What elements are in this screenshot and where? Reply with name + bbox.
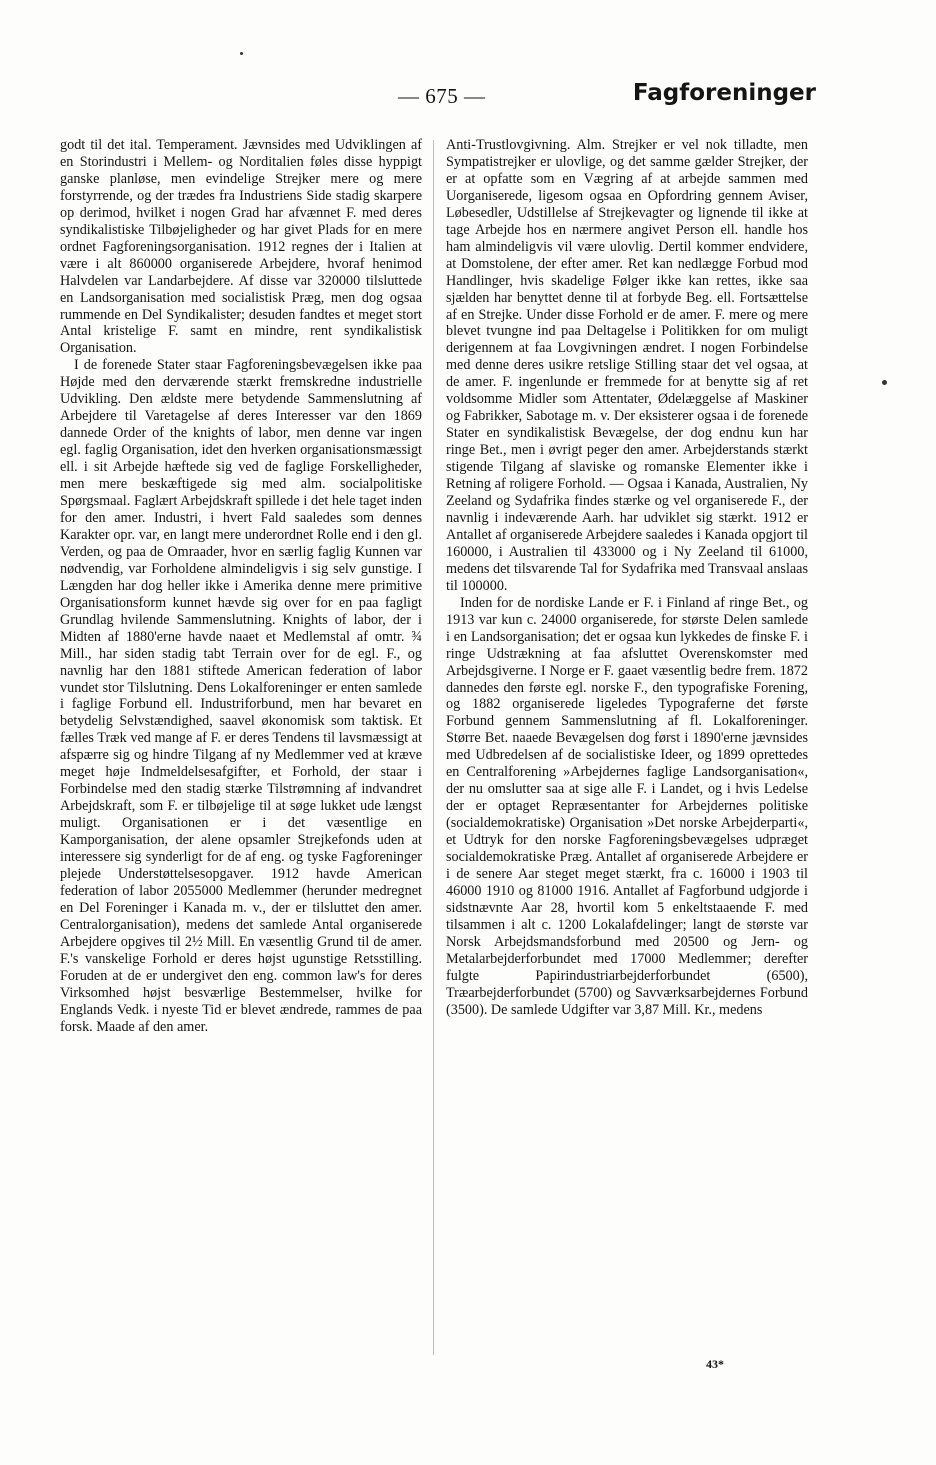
- page-header: [60, 80, 816, 120]
- left-column: [60, 137, 422, 1036]
- print-speck: [882, 380, 887, 385]
- right-column: [446, 137, 808, 1019]
- column-divider: [433, 140, 434, 1355]
- page-number: — 675 —: [398, 84, 486, 108]
- printer-signature: 43*: [706, 1357, 724, 1371]
- paragraph-italy: godt til det ital. Temperament. Jævnsides med Udviklingen af en Storindustri i Mellem- og Norditalien føles disse hyppigt ganske planløse, men evindelige Strejker mere og mere forstyrrende, og der trædes fra Industriens Side stadig skarpere op derimod, hvilket i nogen Grad har afvænnet F. med deres syndikalistiske Tilbøjeligheder og har givet Plads for en mere ordnet Fagforeningsorganisation. 1912 regnes der i Italien at være i alt 860000 organiserede Arbejdere, hvoraf henimod Halvdelen var Landarbejdere. Af disse var 320000 tilsluttede en Landsorganisation med socialistisk Præg, men dog ogsaa rummende en Del Syndikalister; desuden fandtes et meget stort Antal kristelige F. samt en mindre, rent syndikalistisk Organisation.: [60, 137, 422, 357]
- paragraph-united-states: I de forenede Stater staar Fagforeningsbevægelsen ikke paa Højde med den derværende stærkt fremskredne industrielle Udvikling. Den ældste mere betydende Sammenslutning af Arbejdere til Varetagelse af deres Interesser var den 1869 dannede Order of the knights of labor, men denne var ingen egl. faglig Organisation, idet den hverken organisationsmæssigt ell. i sit Arbejde hæftede sig ved de faglige Forskelligheder, men mere beskæftigede sig med alm. socialpolitiske Spørgsmaal. Faglært Arbejdskraft spillede i det hele taget inden for den amer. Industri, i hvert Fald saaledes som dennes Karakter opr. var, en langt mere underordnet Rolle end i den gl. Verden, og paa de Omraader, hvor en særlig faglig Kunnen var nødvendig, var Forholdene almindeligvis i sig selv gunstige. I Længden har dog heller ikke i Amerika denne mere primitive Organisationsform kunnet hævde sig over for en paa fagligt Grundlag hvilende Sammenslutning. Knights of labor, der i Midten af 1880'erne havde naaet et Medlemstal af omtr. ¾ Mill., har siden stadig tabt Terrain over for de egl. F., og navnlig har den 1881 stiftede American federation of labor vundet stor Tilslutning. Dens Lokalforeninger er enten samlede i faglige Forbund ell. Industriforbund, men har bevaret en betydelig Selvstændighed, saavel økonomisk som taktisk. Et fælles Træk ved mange af F. er deres Tendens til lavsmæssigt at afspærre sig og hindre Tilgang af ny Medlemmer ved at kræve meget høje Indmeldelsesafgifter, et Forhold, der staar i Forbindelse med den stadig stærke Tilstrømning af indvandret Arbejdskraft, som F. er tilbøjelige til at søge lukket ude længst muligt. Organisationen er i det væsentlige en Kamporganisation, der alene opsamler Strejkefonds uden at interessere sig synderligt for de af eng. og tyske Fagforeninger plejede Understøttelsesopgaver. 1912 havde American federation of labor 2055000 Medlemmer (herunder medregnet en Del Foreninger i Kanada m. v., der er tilsluttet den amer. Centralorganisation), medens det samlede Antal organiserede Arbejdere opgives til 2½ Mill. En væsentlig Grund til de amer. F.'s vanskelige Forhold er deres højst ugunstige Retsstilling. Foruden at de er undergivet den eng. common law's for deres Virksomhed højst besværlige Bestemmelser, hvilke for Englands Vedk. i nyeste Tid er blevet ændrede, rammes de paa forsk. Maade af den amer.: [60, 357, 422, 1035]
- paragraph-us-law: Anti-Trustlovgivning. Alm. Strejker er vel nok tilladte, men Sympatistrejker er ulovlige, og det samme gælder Strejker, der er at opfatte som en Vægring af at arbejde sammen med Uorganiserede, ligesom ogsaa en Opfordring gennem Aviser, Løbesedler, Udstillelse af Strejkevagter og lignende til ikke at tage Arbejde hos en nærmere angivet Person ell. handle hos ham almindeligvis vil være ulovlig. Dertil kommer endvidere, at Domstolene, der efter amer. Ret kan nedlægge Forbud mod Handlinger, hvis skadelige Følger ikke kan rettes, ikke saa sjælden har benyttet denne til at forbyde Beg. ell. Fortsættelse af en Strejke. Under disse Forhold er de amer. F. mere og mere blevet tvungne ind paa Deltagelse i Politikken for om muligt derigennem at faa Lovgivningen ændret. I nogen Forbindelse med denne deres usikre retslige Stilling staar det vel ogsaa, at de amer. F. ingenlunde er fremmede for at benytte sig af ret voldsomme Midler som Attentater, Ødelæggelse af Maskiner og Fabrikker, Sabotage m. v. Der eksisterer ogsaa i de forenede Stater en syndikalistisk Bevægelse, der dog endnu kun har ringe Bet., men i øvrigt peger den amer. Arbejderstands stærkt stigende Tilgang af slaviske og romanske Elementer ikke i Retning af roligere Forhold. — Ogsaa i Kanada, Australien, Ny Zeeland og Sydafrika findes stærke og vel organiserede F., der navnlig i indeværende Aarh. har udviklet sig stærkt. 1912 er Antallet af organiserede Arbejdere saaledes i Kanada opgjort til 160000, i Australien til 433000 og i Ny Zeeland til 61000, medens det tilsvarende Tal for Sydafrika med Transvaal anslaas til 100000.: [446, 137, 808, 594]
- print-speck: [240, 52, 243, 55]
- paragraph-nordic: Inden for de nordiske Lande er F. i Finland af ringe Bet., og 1913 var kun c. 24000 organiserede, for største Delen samlede i en Landsorganisation; det er ogsaa kun lykkedes de finske F. i ringe Udstrækning at faa afsluttet Overenskomster med Arbejdsgiverne. I Norge er F. gaaet væsentlig bedre frem. 1872 dannedes den første egl. norske F., den typografiske Forening, og 1882 organiserede ligeledes Typograferne det første Forbund gennem Sammenslutning af fl. Lokalforeninger. Større Bet. naaede Bevægelsen dog først i 1890'erne jævnsides med Udbredelsen af de socialistiske Ideer, og 1899 oprettedes en Centralforening »Arbejdernes faglige Landsorganisation«, der nu omslutter saa at sige alle F. i Landet, og i hvis Ledelse der er optaget Repræsentanter for Arbejdernes politiske (socialdemokratiske) Organisation »Det norske Arbejderparti«, et Udtryk for den norske Fagforeningsbevægelses udpræget socialdemokratiske Præg. Antallet af organiserede Arbejdere er i de senere Aar steget meget stærkt, fra c. 16000 i 1903 til 46000 1910 og 81000 1916. Antallet af Fagforbund udgjorde i sidstnævnte Aar 28, hvortil kom 5 enkeltstaaende F. med tilsammen i alt c. 1200 Lokalafdelinger; langt de største var Norsk Arbejdsmandsforbund med 20500 og Jern- og Metalarbejderforbundet med 17000 Medlemmer; derefter fulgte Papirindustriarbejderforbundet (6500), Træarbejderforbundet (5700) og Savværksarbejdernes Forbund (3500). De samlede Udgifter var 3,87 Mill. Kr., medens: [446, 594, 808, 1018]
- running-head: Fagforeninger: [632, 80, 816, 106]
